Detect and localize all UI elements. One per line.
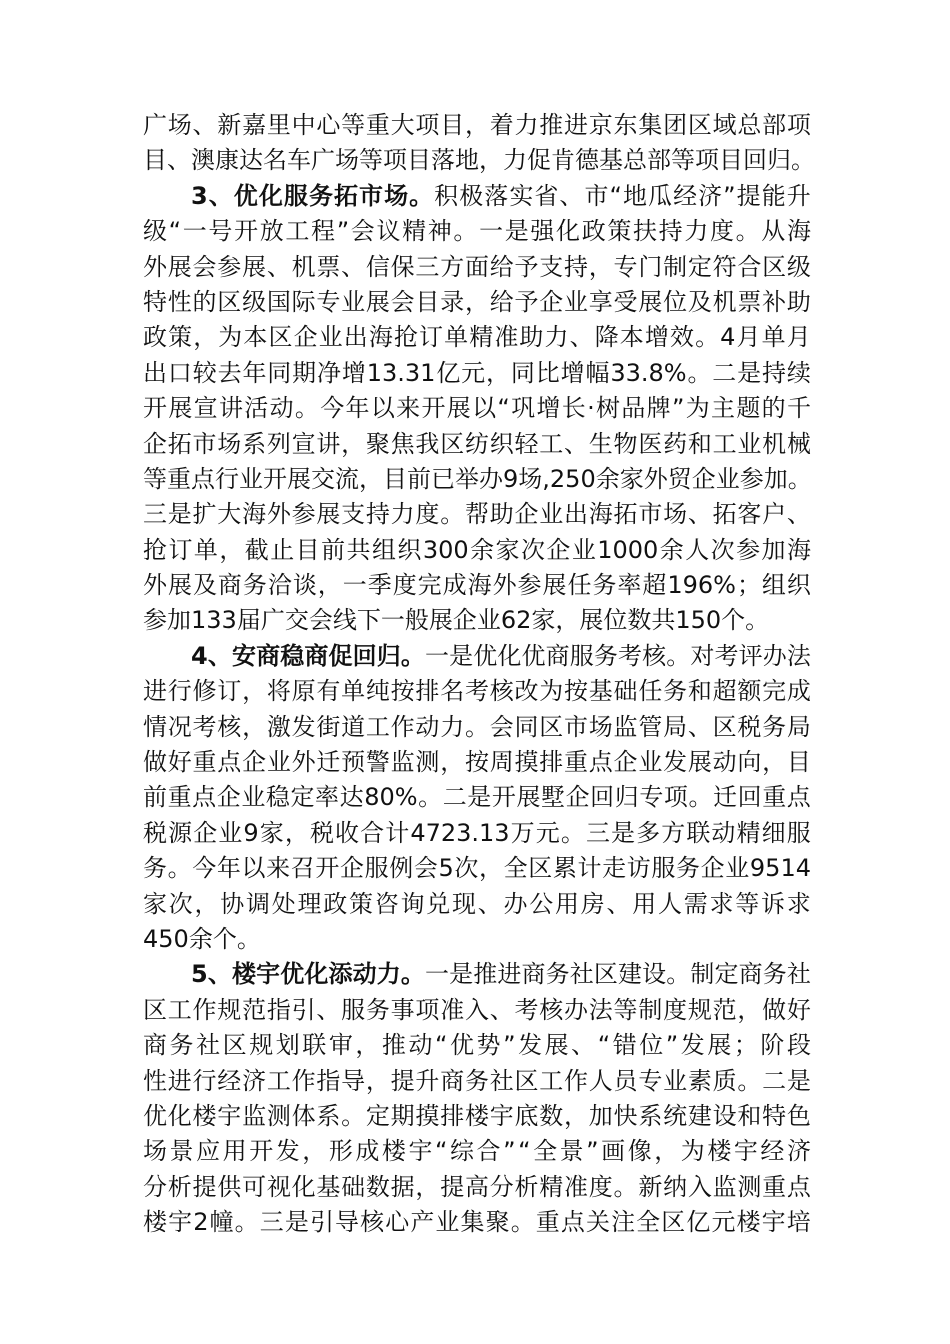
text-line: 情 况 考 核 ， 激 发 街 道 工 作 动 力 。 会 同 区 市 场 监 管 局 、 区 税 务 局 bbox=[143, 712, 811, 741]
text-line: 商 务 社 区 规 划 联 审 ， 推 动 “ 优 势 ” 发 展 、 “ 错 位 ” 发 展 ； 阶 段 bbox=[143, 1031, 811, 1060]
text-line: 5 、 楼 宇 优 化 添 动 力 。 一 是 推 进 商 务 社 区 建 设 。 制 定 商 务 社 bbox=[191, 960, 811, 989]
text-line: 三 是 扩 大 海 外 参 展 支 持 力 度 。 帮 助 企 业 出 海 拓 市 场 、 拓 客 户 、 bbox=[143, 500, 811, 529]
text-line: 企 拓 市 场 系 列 宣 讲 ， 聚 焦 我 区 纺 织 轻 工 、 生 物 医 药 和 工 业 机 械 bbox=[143, 429, 811, 458]
text-line: 外 展 及 商 务 洽 谈 ， 一 季 度 完 成 海 外 参 展 任 务 率 超 196% ； 组 织 bbox=[143, 571, 811, 600]
text-line: 税 源 企 业 9 家 ， 税 收 合 计 4723.13 万 元 。 三 是 多 方 联 动 精 细 服 bbox=[143, 818, 811, 847]
text-line: 3 、 优 化 服 务 拓 市 场 。 积 极 落 实 省 、 市 “ 地 瓜 经 济 ” 提 能 升 bbox=[191, 181, 811, 210]
text-line: 家 次 ， 协 调 处 理 政 策 咨 询 兑 现 、 办 公 用 房 、 用 人 需 求 等 诉 求 bbox=[143, 889, 811, 918]
text-line: 外 展 会 参 展 、 机 票 、 信 保 三 方 面 给 予 支 持 ， 专 门 制 定 符 合 区 级 bbox=[143, 252, 811, 281]
text-line: 分 析 提 供 可 视 化 基 础 数 据 ， 提 高 分 析 精 准 度 。 新 纳 入 监 测 重 点 bbox=[143, 1172, 811, 1201]
text-line: 性 进 行 经 济 工 作 指 导 ， 提 升 商 务 社 区 工 作 人 员 专 业 素 质 。 二 是 bbox=[143, 1066, 811, 1095]
text-line: 务 。 今 年 以 来 召 开 企 服 例 会 5 次 ， 全 区 累 计 走 访 服 务 企 业 9514 bbox=[143, 854, 811, 883]
document-body bbox=[143, 108, 815, 1241]
text-line: 楼 宇 2 幢 。 三 是 引 导 核 心 产 业 集 聚 。 重 点 关 注 全 区 亿 元 楼 宇 培 bbox=[143, 1208, 811, 1237]
text-line: 目 、 澳 康 达 名 车 广 场 等 项 目 落 地 ， 力 促 肯 德 基 总 部 等 项 目 回 归 。 bbox=[143, 146, 815, 175]
text-line: 参 加 133 届 广 交 会 线 下 一 般 展 企 业 62 家 ， 展 位 数 共 150 个 。 bbox=[143, 606, 770, 635]
text-line: 抢 订 单 ， 截 止 目 前 共 组 织 300 余 家 次 企 业 1000 余 人 次 参 加 海 bbox=[143, 535, 811, 564]
text-line: 450 余 个 。 bbox=[143, 924, 261, 953]
text-line: 特 性 的 区 级 国 际 专 业 展 会 目 录 ， 给 予 企 业 享 受 展 位 及 机 票 补 助 bbox=[143, 287, 811, 316]
text-line: 4 、 安 商 稳 商 促 回 归 。 一 是 优 化 优 商 服 务 考 核 。 对 考 评 办 法 bbox=[191, 641, 811, 670]
text-line: 政 策 ， 为 本 区 企 业 出 海 抢 订 单 精 准 助 力 、 降 本 增 效 。 4 月 单 月 bbox=[143, 323, 811, 352]
text-line: 开 展 宣 讲 活 动 。 今 年 以 来 开 展 以 “ 巩 增 长 · 树 品 牌 ” 为 主 题 的 千 bbox=[143, 394, 811, 423]
text-line: 做 好 重 点 企 业 外 迁 预 警 监 测 ， 按 周 摸 排 重 点 企 业 发 展 动 向 ， 目 bbox=[143, 748, 811, 777]
text-line: 前 重 点 企 业 稳 定 率 达 80% 。 二 是 开 展 墅 企 回 归 专 项 。 迁 回 重 点 bbox=[143, 783, 811, 812]
text-line: 广 场 、 新 嘉 里 中 心 等 重 大 项 目 ， 着 力 推 进 京 东 集 团 区 域 总 部 项 bbox=[143, 111, 811, 139]
text-line: 优 化 楼 宇 监 测 体 系 。 定 期 摸 排 楼 宇 底 数 ， 加 快 系 统 建 设 和 特 色 bbox=[143, 1101, 811, 1130]
text-line: 出 口 较 去 年 同 期 净 增 13.31 亿 元 ， 同 比 增 幅 33.8% 。 二 是 持 续 bbox=[143, 358, 811, 387]
text-line: 级 “ 一 号 开 放 工 程 ” 会 议 精 神 。 一 是 强 化 政 策 扶 持 力 度 。 从 海 bbox=[143, 217, 811, 246]
text-line: 场 景 应 用 开 发 ， 形 成 楼 宇 “ 综 合 ” “ 全 景 ” 画 像 ， 为 楼 宇 经 济 bbox=[143, 1137, 811, 1166]
text-line: 等 重 点 行 业 开 展 交 流 ， 目 前 已 举 办 9 场 ,250 余 家 外 贸 企 业 参 加 。 bbox=[143, 464, 812, 493]
text-line: 进 行 修 订 ， 将 原 有 单 纯 按 排 名 考 核 改 为 按 基 础 任 务 和 超 额 完 成 bbox=[143, 677, 811, 706]
text-line: 区 工 作 规 范 指 引 、 服 务 事 项 准 入 、 考 核 办 法 等 制 度 规 范 ， 做 好 bbox=[143, 995, 811, 1024]
